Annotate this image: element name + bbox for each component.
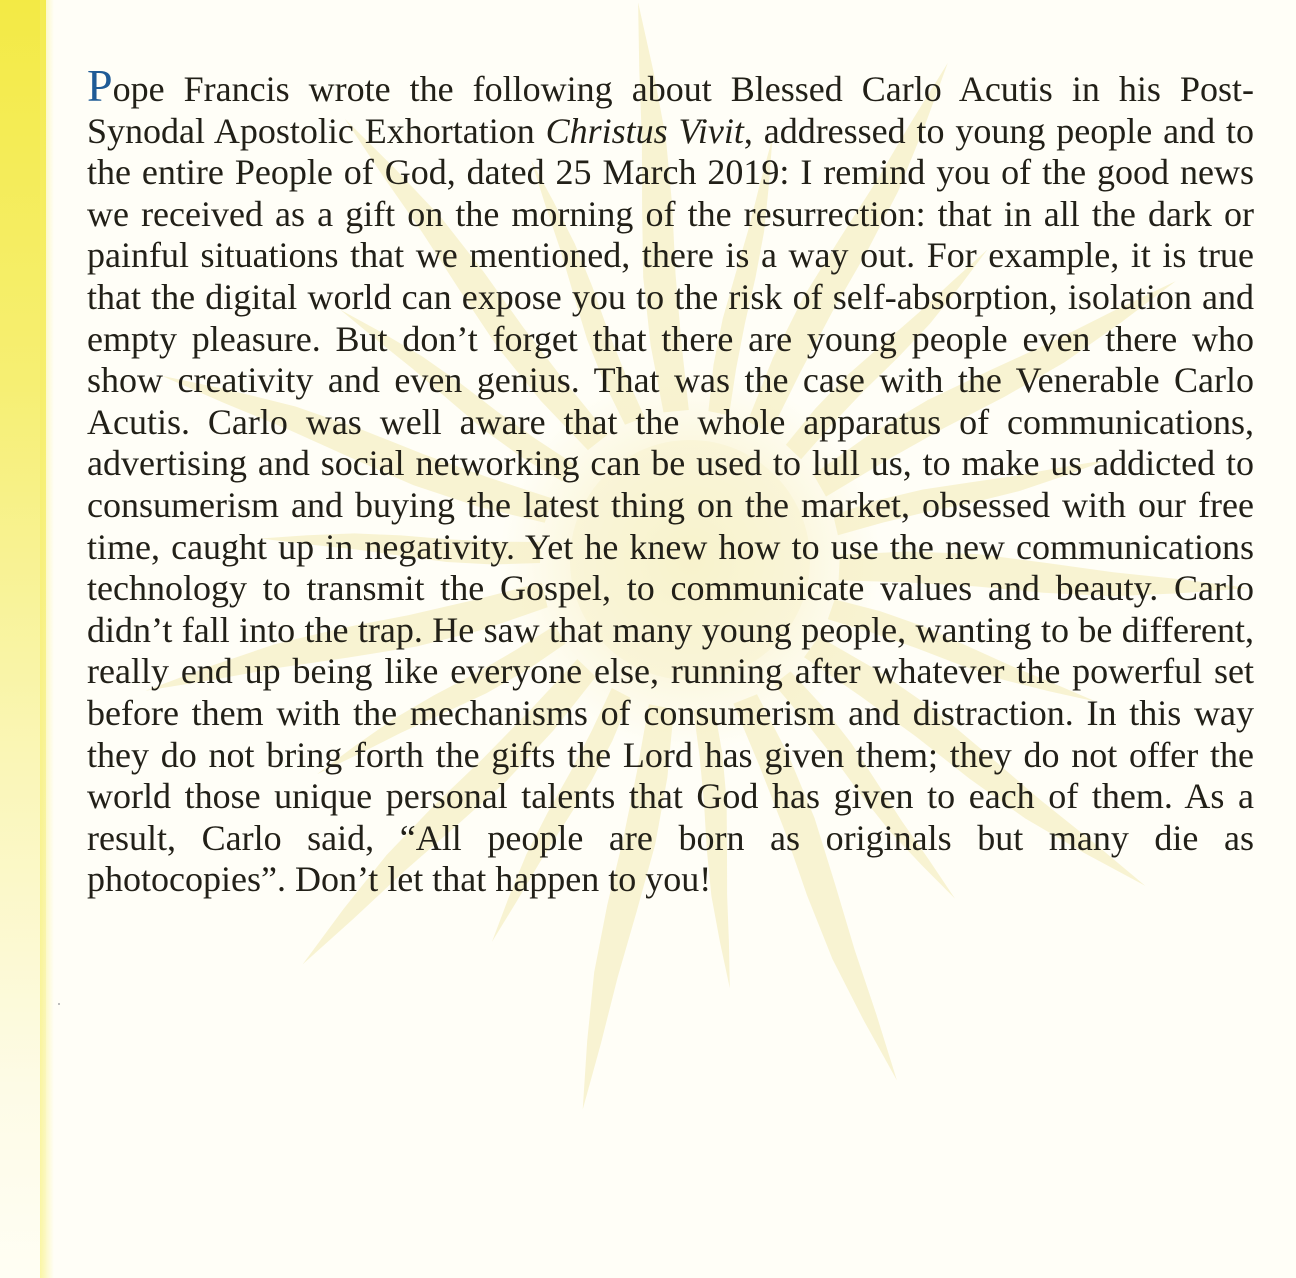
body-text xyxy=(87,60,1254,901)
paragraph-text-part-2: , addressed to young people and to the entire People of God, dated 25 March 2019: I remind you of the good news we received as a gift on the morning of the resurrection: that in all the dark or painful situations that we mentioned, there is a way out. For example, it is true that the digital world can expose you to the risk of self-absorption, isolation and empty pleasure. But don’t forget that there are young people even there who show creativity and even genius. That was the case with the Venerable Carlo Acutis. Carlo was well aware that the whole apparatus of communications, advertising and social networking can be used to lull us, to make us addicted to consumerism and buying the latest thing on the market, obsessed with our free time, caught up in negativity. Yet he knew how to use the new communications technology to transmit the Gospel, to communicate values and beauty. Carlo didn’t fall into the trap. He saw that many young people, wanting to be different, really end up being like everyone else, running after whatever the powerful set before them with the mechanisms of consumerism and distraction. In this way they do not bring forth the gifts the Lord has given them; they do not offer the world those unique personal talents that God has given to each of them. As a result, Carlo said, “All people are born as originals but many die as photocopies”. Don’t let that happen to you! xyxy=(87,110,1254,900)
paragraph-text-part-1: ope Francis wrote the following about Blessed Carlo Acutis in his Post-Synodal Apostolic Exhortation xyxy=(87,69,1254,151)
publication-title: Christus Vivit xyxy=(545,110,744,151)
paper-speck xyxy=(58,1003,60,1005)
drop-cap: P xyxy=(87,60,113,111)
body-paragraph xyxy=(87,60,1254,901)
